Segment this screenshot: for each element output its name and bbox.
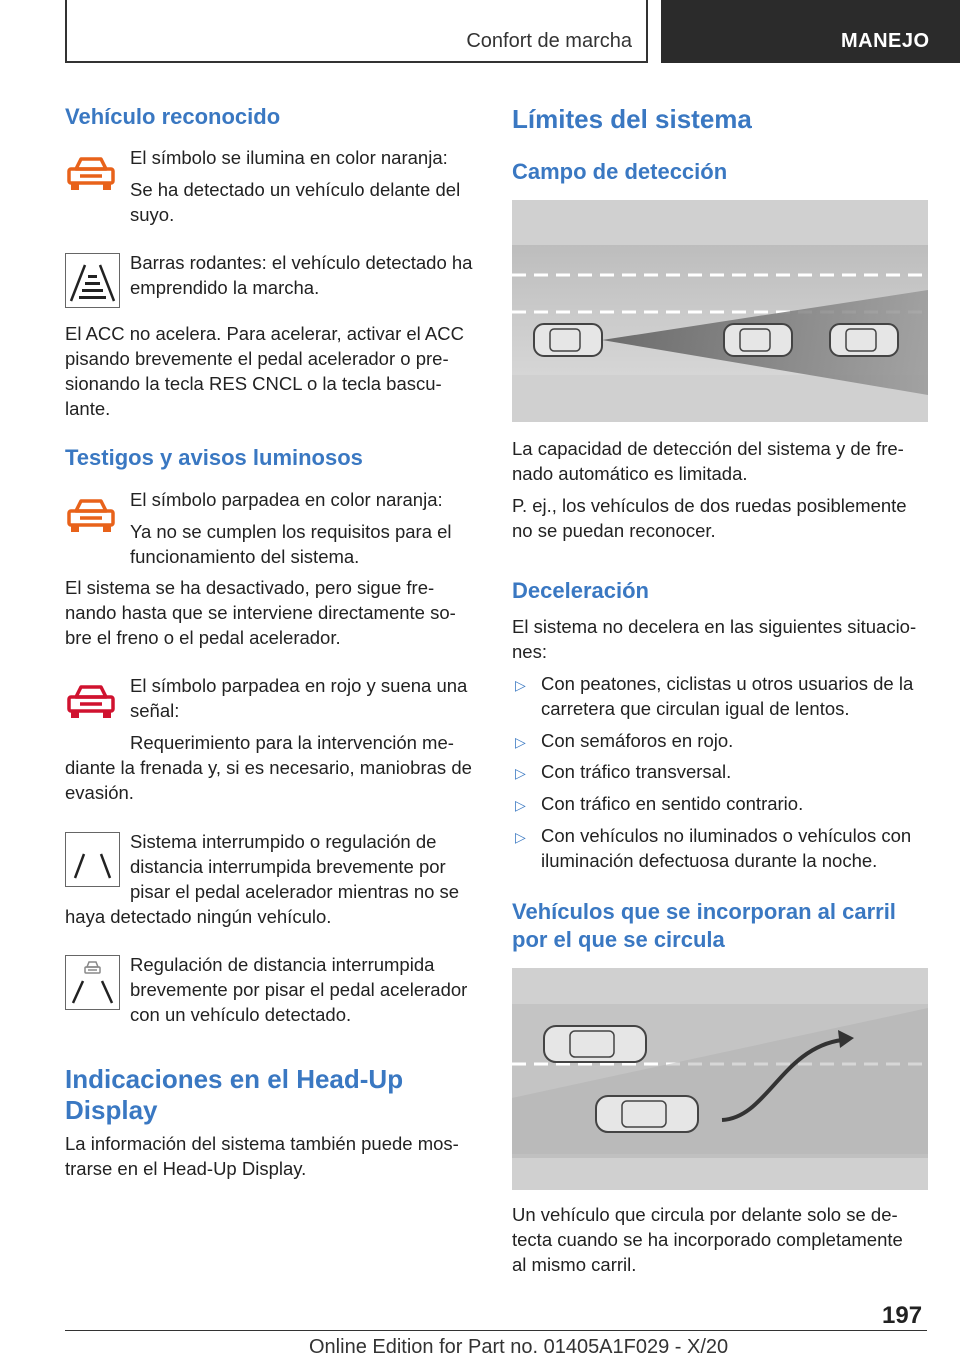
bullet-item-4 (541, 791, 803, 816)
req-line-3: evasión. (65, 782, 134, 803)
bars-line-1: Barras rodantes: el vehículo detectado ha (130, 252, 473, 273)
merge-line-2: tecta cuando se ha incorporado completamente (512, 1229, 903, 1250)
reg-line-2: brevemente por pisar el pedal acelerador (130, 979, 468, 1000)
hud-paragraph (65, 1131, 459, 1181)
b5-line-1: Con vehículos no iluminados o vehículos con (541, 825, 912, 846)
capacity-paragraph (512, 436, 907, 543)
reg-line-3: con un vehículo detectado. (130, 1004, 352, 1025)
dec-line-1: El sistema no decelera en las siguientes situacio- (512, 616, 917, 637)
b2-line: Con semáforos en rojo. (541, 730, 734, 751)
bullet-item-2 (541, 728, 733, 753)
req-line-1: Requerimiento para la intervención me- (130, 732, 454, 753)
bullet-item-5 (541, 823, 911, 873)
merge-paragraph (512, 1202, 903, 1277)
heading-merge-line-2: por el que se circula (512, 927, 725, 952)
interrupted-with-car-icon (65, 955, 120, 1010)
rolling-bars-icon (65, 253, 120, 308)
red-text (130, 673, 467, 755)
b3-line: Con tráfico transversal. (541, 761, 732, 782)
b4-line: Con tráfico en sentido contrario. (541, 793, 804, 814)
heading-vehicle-recognized: Vehículo reconocido (65, 104, 281, 129)
heading-hud-line-1: Indicaciones en el Head-Up (65, 1064, 404, 1094)
heading-system-limits: Límites del sistema (512, 104, 752, 134)
int-line-4: haya detectado ningún vehículo. (65, 906, 332, 927)
req-text (65, 755, 472, 805)
pej-line-1: P. ej., los vehículos de dos ruedas posiblemente (512, 495, 907, 516)
red-line-1: El símbolo parpadea en rojo y suena una (130, 675, 468, 696)
int-line-1: Sistema interrumpido o regulación de (130, 831, 437, 852)
bullet-item-1 (541, 671, 913, 721)
orange-car-icon (66, 155, 116, 195)
heading-merge-line-1: Vehículos que se incorporan al carril (512, 899, 896, 924)
header-chapter-box (661, 0, 960, 63)
merging-vehicle-illustration (512, 968, 928, 1190)
bullet-triangle-icon: ▷ (515, 765, 526, 781)
deact-line-2: nando hasta que se interviene directamente so- (65, 602, 456, 623)
vehicle-line-2: Se ha detectado un vehículo delante del (130, 179, 461, 200)
detection-field-illustration (512, 200, 928, 422)
regulation-text (130, 952, 467, 1027)
red-car-icon (66, 683, 116, 723)
deact-line-1: El sistema se ha desactivado, pero sigue fre- (65, 577, 435, 598)
orange-car-icon (66, 497, 116, 537)
heading-deceleration: Deceleración (512, 578, 649, 603)
acc-paragraph (65, 321, 464, 421)
b5-line-2: iluminación defectuosa durante la noche. (541, 850, 878, 871)
vehicle-line-3: suyo. (130, 204, 175, 225)
interrupted-text (130, 829, 459, 904)
merge-line-3: al mismo carril. (512, 1254, 637, 1275)
header-section-box (65, 0, 648, 63)
vehicle-line-1: El símbolo se ilumina en color naranja: (130, 147, 448, 168)
hud-line-2: trarse en el Head-Up Display. (65, 1158, 307, 1179)
warn-line-2: Ya no se cumplen los requisitos para el (130, 521, 452, 542)
bullet-triangle-icon: ▷ (515, 797, 526, 813)
bullet-item-3 (541, 759, 731, 784)
heading-warnings: Testigos y avisos luminosos (65, 445, 363, 470)
heading-detection-field: Campo de detección (512, 159, 728, 184)
acc-line-1: El ACC no acelera. Para acelerar, activar el ACC (65, 323, 464, 344)
header-chapter-title: MANEJO (841, 30, 930, 52)
int-line-3: pisar el pedal acelerador mientras no se (130, 881, 460, 902)
hud-line-1: La información del sistema también puede mos- (65, 1133, 459, 1154)
page-number: 197 (882, 1302, 923, 1329)
warn-text (130, 487, 452, 569)
bullet-triangle-icon: ▷ (515, 829, 526, 845)
bars-line-2: emprendido la marcha. (130, 277, 320, 298)
bullet-triangle-icon: ▷ (515, 734, 526, 750)
cap-line-1: La capacidad de detección del sistema y de fre- (512, 438, 904, 459)
int-line-2: distancia interrumpida brevemente por (130, 856, 446, 877)
interrupted-icon (65, 832, 120, 887)
pej-line-2: no se puedan reconocer. (512, 520, 716, 541)
warn-line-3: funcionamiento del sistema. (130, 546, 360, 567)
deactivated-paragraph (65, 575, 456, 650)
vehicle-text (130, 145, 460, 227)
header-section-title: Confort de marcha (466, 30, 632, 52)
footer-edition: Online Edition for Part no. 01405A1F029 - X/20 (309, 1336, 729, 1358)
cap-line-2: nado automático es limitada. (512, 463, 748, 484)
decel-paragraph (512, 614, 916, 664)
acc-line-2: pisando brevemente el pedal acelerador o pre- (65, 348, 449, 369)
interrupted-text-cont (65, 904, 331, 929)
b1-line-1: Con peatones, ciclistas u otros usuarios de la (541, 673, 914, 694)
heading-merging-vehicles (512, 898, 896, 954)
deact-line-3: bre el freno o el pedal acelerador. (65, 627, 341, 648)
heading-hud (65, 1064, 403, 1126)
bars-text (130, 250, 472, 300)
req-line-2: diante la frenada y, si es necesario, maniobras de (65, 757, 472, 778)
b1-line-2: carretera que circulan igual de lentos. (541, 698, 850, 719)
red-line-2: señal: (130, 700, 180, 721)
acc-line-4: lante. (65, 398, 111, 419)
dec-line-2: nes: (512, 641, 547, 662)
merge-line-1: Un vehículo que circula por delante solo se de- (512, 1204, 898, 1225)
footer-divider (65, 1330, 927, 1331)
warn-line-1: El símbolo parpadea en color naranja: (130, 489, 443, 510)
heading-hud-line-2: Display (65, 1095, 158, 1125)
acc-line-3: sionando la tecla RES CNCL o la tecla bascu- (65, 373, 442, 394)
bullet-triangle-icon: ▷ (515, 677, 526, 693)
reg-line-1: Regulación de distancia interrumpida (130, 954, 435, 975)
